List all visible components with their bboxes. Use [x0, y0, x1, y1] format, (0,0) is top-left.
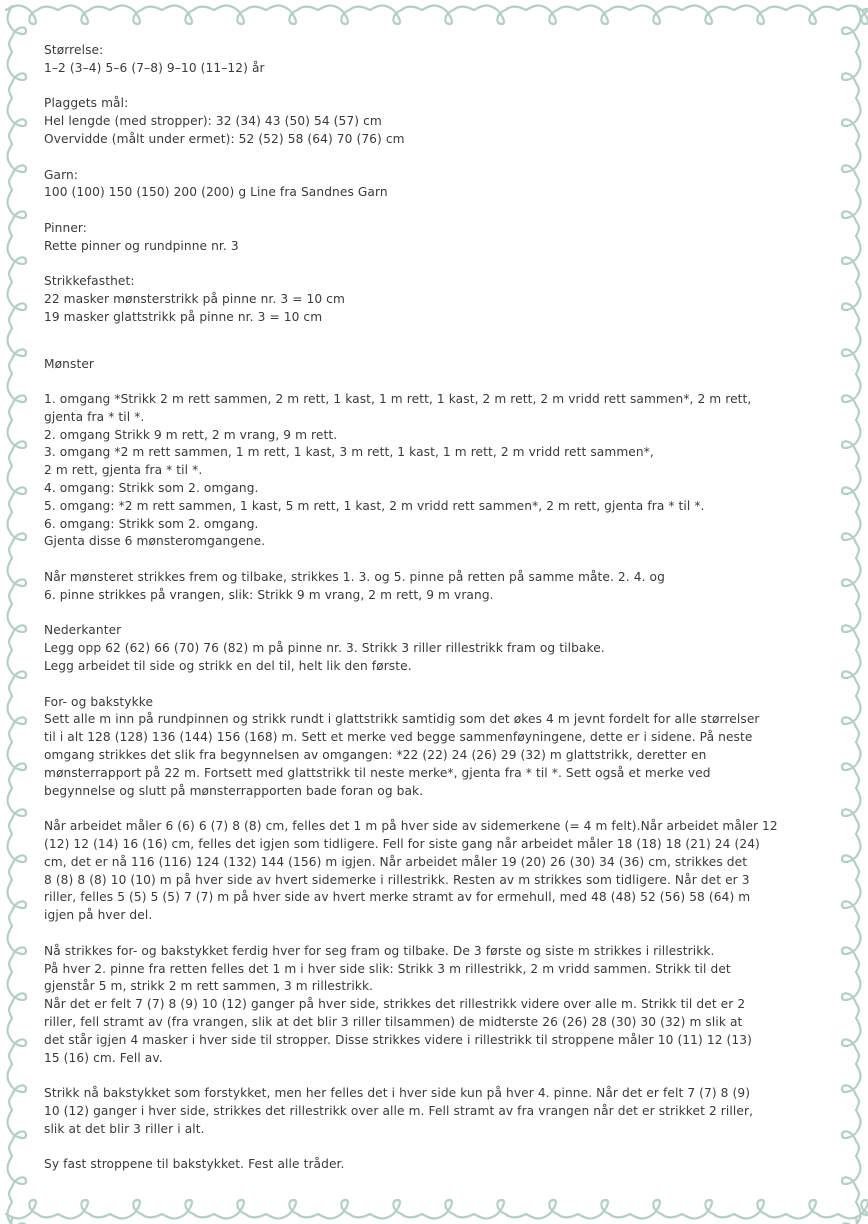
- section-text: 19 masker glattstrikk på pinne nr. 3 = 10 cm: [44, 309, 323, 324]
- section-back-and-forth: [44, 569, 826, 605]
- section-needles: [44, 220, 826, 256]
- section-text: Strikk nå bakstykket som forstykket, men her felles det i hver side kun på hver 4. pinne. Når det er felt 7 (7) 8 (9): [44, 1086, 751, 1101]
- pattern-row: 4. omgang: Strikk som 2. omgang.: [44, 481, 259, 496]
- section-heading: Nederkanter: [44, 623, 122, 638]
- section-heading: Strikkefasthet:: [44, 274, 135, 289]
- vine-segment: [6, 1200, 868, 1219]
- section-text: mønsterrapport på 22 m. Fortsett med glattstrikk til neste merke*, gjenta fra * til *. Sett også et merke ved: [44, 765, 711, 780]
- vine-segment: [6, 6, 868, 25]
- section-text: cm, det er nå 116 (116) 124 (132) 144 (156) m igjen. Når arbeidet måler 19 (20) 26 (30) 34 (36) cm, strikkes det: [44, 854, 748, 869]
- section-finish: [44, 1156, 826, 1174]
- section-heading: Plaggets mål:: [44, 96, 129, 111]
- section-heading: For- og bakstykke: [44, 694, 154, 709]
- section-back-piece: [44, 1085, 826, 1138]
- section-decreases: [44, 818, 826, 925]
- section-text: Sett alle m inn på rundpinnen og strikk rundt i glattstrikk samtidig som det økes 4 m jevnt fordelt for alle størrelser: [44, 712, 760, 727]
- section-gauge: [44, 273, 826, 326]
- section-text: omgang strikkes det slik fra begynnelsen av omgangen: *22 (22) 24 (26) 29 (32) m glattstrikk, deretter en: [44, 747, 707, 762]
- section-heading: Mønster: [44, 356, 95, 371]
- section-yarn: [44, 167, 826, 203]
- section-text: Legg opp 62 (62) 66 (70) 76 (82) m på pinne nr. 3. Strikk 3 riller rillestrikk fram og tilbake.: [44, 641, 605, 656]
- pattern-row: 2 m rett, gjenta fra * til *.: [44, 463, 203, 478]
- section-pattern: [44, 356, 826, 551]
- section-text: igjen på hver del.: [44, 908, 153, 923]
- section-bottom-edges: [44, 622, 826, 675]
- section-heading: Størrelse:: [44, 43, 104, 57]
- section-heading: Garn:: [44, 167, 79, 182]
- section-text: Legg arbeidet til side og strikk en del til, helt lik den første.: [44, 659, 412, 673]
- section-text: Hel lengde (med stropper): 32 (34) 43 (50) 54 (57) cm: [44, 114, 382, 129]
- section-text: Når det er felt 7 (7) 8 (9) 10 (12) ganger på hver side, strikkes det rillestrikk videre over alle m. Strikk til det er 2: [44, 997, 746, 1012]
- section-text: 15 (16) cm. Fell av.: [44, 1050, 163, 1065]
- section-text: Rette pinner og rundpinne nr. 3: [44, 238, 239, 253]
- section-size: [44, 42, 826, 78]
- document-body: [44, 42, 826, 1174]
- section-text: Overvidde (målt under ermet): 52 (52) 58 (64) 70 (76) cm: [44, 131, 405, 146]
- section-text: På hver 2. pinne fra retten felles det 1 m i hver side slik: Strikk 3 m rillestrikk, 2 m vridd sammen. Strikk til det: [44, 961, 731, 976]
- section-heading: Pinner:: [44, 220, 88, 235]
- section-text: 22 masker mønsterstrikk på pinne nr. 3 = 10 cm: [44, 292, 345, 307]
- section-text: (12) 12 (14) 16 (16) cm, felles det igjen som tidligere. Fell for siste gang når arbeidet måler 18 (18) 18 (21) 24 (24): [44, 836, 760, 851]
- section-text: begynnelse og slutt på mønsterrapporten bade foran og bak.: [44, 783, 424, 798]
- section-front-and-back: [44, 694, 826, 801]
- section-text: 8 (8) 8 (8) 10 (10) m på hver side av hvert sidemerke i rillestrikk. Resten av m strikkes som tidligere. Når det er 3: [44, 872, 750, 887]
- section-text: riller, fell stramt av (fra vrangen, slik at det blir 3 riller tilsammen) de midterste 26 (26) 28 (30) 30 (32) m slik at: [44, 1014, 743, 1029]
- pattern-row: 3. omgang *2 m rett sammen, 1 m rett, 1 kast, 3 m rett, 1 kast, 1 m rett, 2 m vridd rett sammen*,: [44, 445, 654, 460]
- pattern-row: 5. omgang: *2 m rett sammen, 1 kast, 5 m rett, 1 kast, 2 m vridd rett sammen*, 2 m rett, gjenta fra * til *.: [44, 498, 705, 513]
- section-measurements: [44, 95, 826, 148]
- pattern-row: Gjenta disse 6 mønsteromgangene.: [44, 534, 266, 549]
- section-text: riller, felles 5 (5) 5 (5) 7 (7) m på hver side av hvert merke stramt av for ermehull, med 48 (48) 52 (56) 58 (64) m: [44, 890, 751, 905]
- section-text: det står igjen 4 masker i hver side til stropper. Disse strikkes videre i rillestrikk til stroppene måler 10 (11) 12 (13): [44, 1032, 752, 1047]
- pattern-row: gjenta fra * til *.: [44, 409, 145, 424]
- section-text: slik at det blir 3 riller i alt.: [44, 1121, 205, 1136]
- vine-segment: [8, 6, 27, 1224]
- section-finishing-pieces: [44, 943, 826, 1068]
- section-text: Nå strikkes for- og bakstykket ferdig hver for seg fram og tilbake. De 3 første og siste m strikkes i rillestrikk.: [44, 943, 715, 958]
- section-text: 10 (12) ganger i hver side, strikkes det rillestrikk over alle m. Fell stramt av fra vrangen når det er strikket 2 riller,: [44, 1103, 754, 1118]
- section-text: Sy fast stroppene til bakstykket. Fest alle tråder.: [44, 1157, 345, 1172]
- section-text: gjenstår 5 m, strikk 2 m rett sammen, 3 m rillestrikk.: [44, 979, 374, 994]
- section-text: Når mønsteret strikkes frem og tilbake, strikkes 1. 3. og 5. pinne på retten på samme måte. 2. 4. og: [44, 570, 665, 585]
- section-text: 1–2 (3–4) 5–6 (7–8) 9–10 (11–12) år: [44, 60, 265, 75]
- pattern-row: 2. omgang Strikk 9 m rett, 2 m vrang, 9 m rett.: [44, 427, 338, 442]
- section-text: 100 (100) 150 (150) 200 (200) g Line fra Sandnes Garn: [44, 185, 388, 200]
- vine-segment: [842, 6, 861, 1224]
- section-text: Når arbeidet måler 6 (6) 6 (7) 8 (8) cm, felles det 1 m på hver side av sidemerkene (= 4 m felt).Når arbeidet måler 12: [44, 819, 778, 834]
- pattern-row: 6. omgang: Strikk som 2. omgang.: [44, 516, 259, 531]
- section-text: 6. pinne strikkes på vrangen, slik: Strikk 9 m vrang, 2 m rett, 9 m vrang.: [44, 587, 494, 602]
- pattern-row: 1. omgang *Strikk 2 m rett sammen, 2 m rett, 1 kast, 1 m rett, 1 kast, 2 m rett, 2 m vridd rett sammen*, 2 m rett,: [44, 392, 752, 407]
- section-text: til i alt 128 (128) 136 (144) 156 (168) m. Sett et merke ved begge sammenføyningene, dette er i sidene. På neste: [44, 730, 753, 745]
